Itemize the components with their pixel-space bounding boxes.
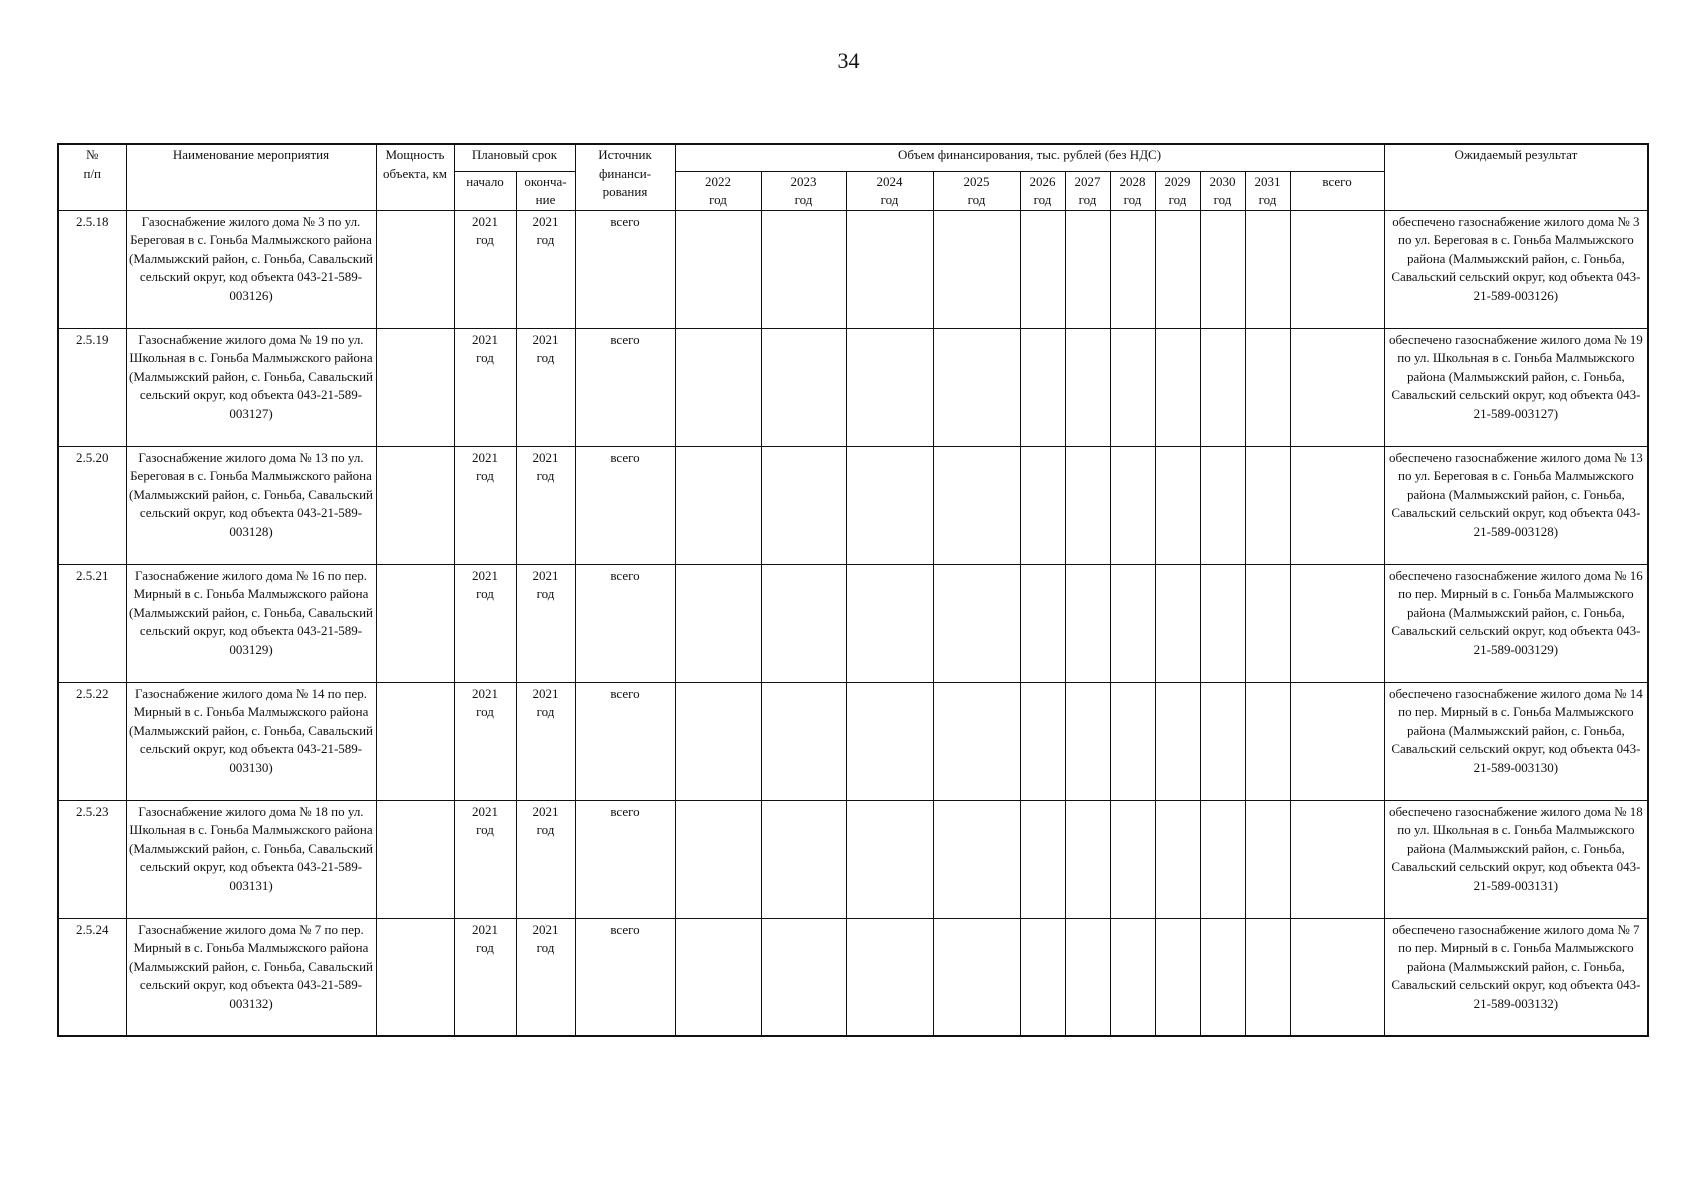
table-row	[58, 800, 1648, 918]
row-amount-2026	[1020, 918, 1065, 1036]
row-start: 2021 год	[454, 800, 516, 918]
row-amount-total	[1290, 210, 1384, 328]
row-amount-2027	[1065, 918, 1110, 1036]
row-amount-2031	[1245, 328, 1290, 446]
table-row	[58, 564, 1648, 682]
row-name: Газоснабжение жилого дома № 7 по пер. Мирный в с. Гоньба Малмыжского района (Малмыжский район, с. Гоньба, Савальский сельский округ, код объекта 043-21-589-003132)	[126, 918, 376, 1036]
row-start: 2021 год	[454, 682, 516, 800]
row-amount-2029	[1155, 918, 1200, 1036]
header-year-2030: 2030 год	[1200, 171, 1245, 210]
row-amount-2026	[1020, 800, 1065, 918]
row-amount-2023	[761, 800, 846, 918]
row-amount-2025	[933, 328, 1020, 446]
header-year-2022: 2022 год	[675, 171, 761, 210]
row-start: 2021 год	[454, 210, 516, 328]
row-amount-2031	[1245, 800, 1290, 918]
header-year-2025: 2025 год	[933, 171, 1020, 210]
row-amount-2025	[933, 682, 1020, 800]
row-amount-2027	[1065, 328, 1110, 446]
row-amount-2025	[933, 918, 1020, 1036]
row-capacity	[376, 328, 454, 446]
row-amount-2025	[933, 210, 1020, 328]
row-amount-2022	[675, 682, 761, 800]
row-amount-2024	[846, 328, 933, 446]
row-name: Газоснабжение жилого дома № 16 по пер. Мирный в с. Гоньба Малмыжского района (Малмыжский район, с. Гоньба, Савальский сельский округ, код объекта 043-21-589-003129)	[126, 564, 376, 682]
row-amount-2024	[846, 210, 933, 328]
header-result: Ожидаемый результат	[1384, 144, 1648, 210]
row-num: 2.5.21	[58, 564, 126, 682]
row-result: обеспечено газоснабжение жилого дома № 16 по пер. Мирный в с. Гоньба Малмыжского района (Малмыжский район, с. Гоньба, Савальский сельский округ, код объекта 043-21-589-003129)	[1384, 564, 1648, 682]
row-amount-2024	[846, 682, 933, 800]
row-source: всего	[575, 446, 675, 564]
row-amount-2022	[675, 918, 761, 1036]
row-amount-2027	[1065, 210, 1110, 328]
row-amount-2024	[846, 800, 933, 918]
funding-table	[57, 143, 1649, 1037]
table-body	[58, 210, 1648, 1036]
row-amount-2027	[1065, 446, 1110, 564]
header-year-2024: 2024 год	[846, 171, 933, 210]
row-source: всего	[575, 918, 675, 1036]
row-amount-2024	[846, 564, 933, 682]
row-amount-total	[1290, 800, 1384, 918]
row-source: всего	[575, 564, 675, 682]
page-number: 34	[837, 48, 860, 73]
row-amount-2028	[1110, 800, 1155, 918]
row-amount-2031	[1245, 210, 1290, 328]
row-end: 2021 год	[516, 800, 575, 918]
row-amount-2026	[1020, 564, 1065, 682]
row-amount-total	[1290, 446, 1384, 564]
row-end: 2021 год	[516, 328, 575, 446]
row-start: 2021 год	[454, 918, 516, 1036]
row-source: всего	[575, 328, 675, 446]
row-name: Газоснабжение жилого дома № 14 по пер. Мирный в с. Гоньба Малмыжского района (Малмыжский район, с. Гоньба, Савальский сельский округ, код объекта 043-21-589-003130)	[126, 682, 376, 800]
row-amount-2025	[933, 446, 1020, 564]
row-result: обеспечено газоснабжение жилого дома № 19 по ул. Школьная в с. Гоньба Малмыжского района (Малмыжский район, с. Гоньба, Савальский сельский округ, код объекта 043-21-589-003127)	[1384, 328, 1648, 446]
row-amount-2028	[1110, 564, 1155, 682]
row-name: Газоснабжение жилого дома № 3 по ул. Береговая в с. Гоньба Малмыжского района (Малмыжский район, с. Гоньба, Савальский сельский округ, код объекта 043-21-589-003126)	[126, 210, 376, 328]
row-amount-2023	[761, 328, 846, 446]
row-amount-total	[1290, 682, 1384, 800]
row-amount-2022	[675, 564, 761, 682]
row-capacity	[376, 918, 454, 1036]
row-num: 2.5.18	[58, 210, 126, 328]
row-name: Газоснабжение жилого дома № 19 по ул. Школьная в с. Гоньба Малмыжского района (Малмыжский район, с. Гоньба, Савальский сельский округ, код объекта 043-21-589-003127)	[126, 328, 376, 446]
row-amount-2026	[1020, 682, 1065, 800]
header-funding: Объем финансирования, тыс. рублей (без НДС)	[675, 144, 1384, 171]
row-end: 2021 год	[516, 682, 575, 800]
row-amount-2027	[1065, 800, 1110, 918]
header-year-2027: 2027 год	[1065, 171, 1110, 210]
row-end: 2021 год	[516, 918, 575, 1036]
row-amount-2028	[1110, 446, 1155, 564]
table-row	[58, 446, 1648, 564]
row-amount-2031	[1245, 918, 1290, 1036]
row-amount-2030	[1200, 328, 1245, 446]
row-result: обеспечено газоснабжение жилого дома № 13 по ул. Береговая в с. Гоньба Малмыжского района (Малмыжский район, с. Гоньба, Савальский сельский округ, код объекта 043-21-589-003128)	[1384, 446, 1648, 564]
row-result: обеспечено газоснабжение жилого дома № 3 по ул. Береговая в с. Гоньба Малмыжского района (Малмыжский район, с. Гоньба, Савальский сельский округ, код объекта 043-21-589-003126)	[1384, 210, 1648, 328]
row-amount-2029	[1155, 446, 1200, 564]
header-total: всего	[1290, 171, 1384, 210]
row-start: 2021 год	[454, 564, 516, 682]
row-amount-2027	[1065, 682, 1110, 800]
header-end: оконча- ние	[516, 171, 575, 210]
row-amount-2030	[1200, 210, 1245, 328]
row-amount-2030	[1200, 682, 1245, 800]
row-amount-2028	[1110, 918, 1155, 1036]
header-num: № п/п	[58, 144, 126, 210]
header-year-2028: 2028 год	[1110, 171, 1155, 210]
row-amount-2025	[933, 564, 1020, 682]
row-amount-2023	[761, 682, 846, 800]
row-amount-2025	[933, 800, 1020, 918]
row-amount-2022	[675, 446, 761, 564]
row-amount-2029	[1155, 328, 1200, 446]
row-capacity	[376, 210, 454, 328]
header-year-2023: 2023 год	[761, 171, 846, 210]
row-amount-2023	[761, 564, 846, 682]
row-amount-2028	[1110, 328, 1155, 446]
table-row	[58, 328, 1648, 446]
row-amount-2023	[761, 446, 846, 564]
row-result: обеспечено газоснабжение жилого дома № 18 по ул. Школьная в с. Гоньба Малмыжского района (Малмыжский район, с. Гоньба, Савальский сельский округ, код объекта 043-21-589-003131)	[1384, 800, 1648, 918]
row-capacity	[376, 682, 454, 800]
header-source: Источник финанси- рования	[575, 144, 675, 210]
row-amount-2029	[1155, 210, 1200, 328]
row-amount-2030	[1200, 446, 1245, 564]
row-amount-total	[1290, 564, 1384, 682]
header-name: Наименование мероприятия	[126, 144, 376, 210]
row-end: 2021 год	[516, 564, 575, 682]
header-year-2026: 2026 год	[1020, 171, 1065, 210]
row-capacity	[376, 800, 454, 918]
row-source: всего	[575, 210, 675, 328]
row-amount-2031	[1245, 564, 1290, 682]
row-amount-total	[1290, 918, 1384, 1036]
row-amount-2030	[1200, 564, 1245, 682]
row-amount-2026	[1020, 210, 1065, 328]
row-start: 2021 год	[454, 446, 516, 564]
row-amount-2024	[846, 918, 933, 1036]
row-amount-2028	[1110, 210, 1155, 328]
table-row	[58, 918, 1648, 1036]
header-planned-term: Плановый срок	[454, 144, 575, 171]
row-amount-total	[1290, 328, 1384, 446]
row-amount-2023	[761, 210, 846, 328]
table-row	[58, 682, 1648, 800]
row-name: Газоснабжение жилого дома № 18 по ул. Школьная в с. Гоньба Малмыжского района (Малмыжский район, с. Гоньба, Савальский сельский округ, код объекта 043-21-589-003131)	[126, 800, 376, 918]
row-num: 2.5.22	[58, 682, 126, 800]
row-source: всего	[575, 682, 675, 800]
row-result: обеспечено газоснабжение жилого дома № 14 по пер. Мирный в с. Гоньба Малмыжского района (Малмыжский район, с. Гоньба, Савальский сельский округ, код объекта 043-21-589-003130)	[1384, 682, 1648, 800]
row-name: Газоснабжение жилого дома № 13 по ул. Береговая в с. Гоньба Малмыжского района (Малмыжский район, с. Гоньба, Савальский сельский округ, код объекта 043-21-589-003128)	[126, 446, 376, 564]
row-amount-2026	[1020, 328, 1065, 446]
row-amount-2028	[1110, 682, 1155, 800]
row-source: всего	[575, 800, 675, 918]
row-num: 2.5.19	[58, 328, 126, 446]
row-capacity	[376, 564, 454, 682]
row-amount-2026	[1020, 446, 1065, 564]
table-row	[58, 210, 1648, 328]
row-num: 2.5.20	[58, 446, 126, 564]
row-end: 2021 год	[516, 210, 575, 328]
header-start: начало	[454, 171, 516, 210]
row-amount-2030	[1200, 918, 1245, 1036]
row-amount-2023	[761, 918, 846, 1036]
row-amount-2031	[1245, 446, 1290, 564]
row-amount-2029	[1155, 800, 1200, 918]
row-amount-2031	[1245, 682, 1290, 800]
row-amount-2022	[675, 800, 761, 918]
row-num: 2.5.23	[58, 800, 126, 918]
row-amount-2022	[675, 210, 761, 328]
row-capacity	[376, 446, 454, 564]
row-amount-2022	[675, 328, 761, 446]
header-year-2031: 2031 год	[1245, 171, 1290, 210]
row-amount-2029	[1155, 564, 1200, 682]
row-amount-2024	[846, 446, 933, 564]
row-amount-2029	[1155, 682, 1200, 800]
header-capacity: Мощность объекта, км	[376, 144, 454, 210]
row-num: 2.5.24	[58, 918, 126, 1036]
row-result: обеспечено газоснабжение жилого дома № 7 по пер. Мирный в с. Гоньба Малмыжского района (Малмыжский район, с. Гоньба, Савальский сельский округ, код объекта 043-21-589-003132)	[1384, 918, 1648, 1036]
row-start: 2021 год	[454, 328, 516, 446]
row-amount-2027	[1065, 564, 1110, 682]
header-year-2029: 2029 год	[1155, 171, 1200, 210]
row-amount-2030	[1200, 800, 1245, 918]
row-end: 2021 год	[516, 446, 575, 564]
